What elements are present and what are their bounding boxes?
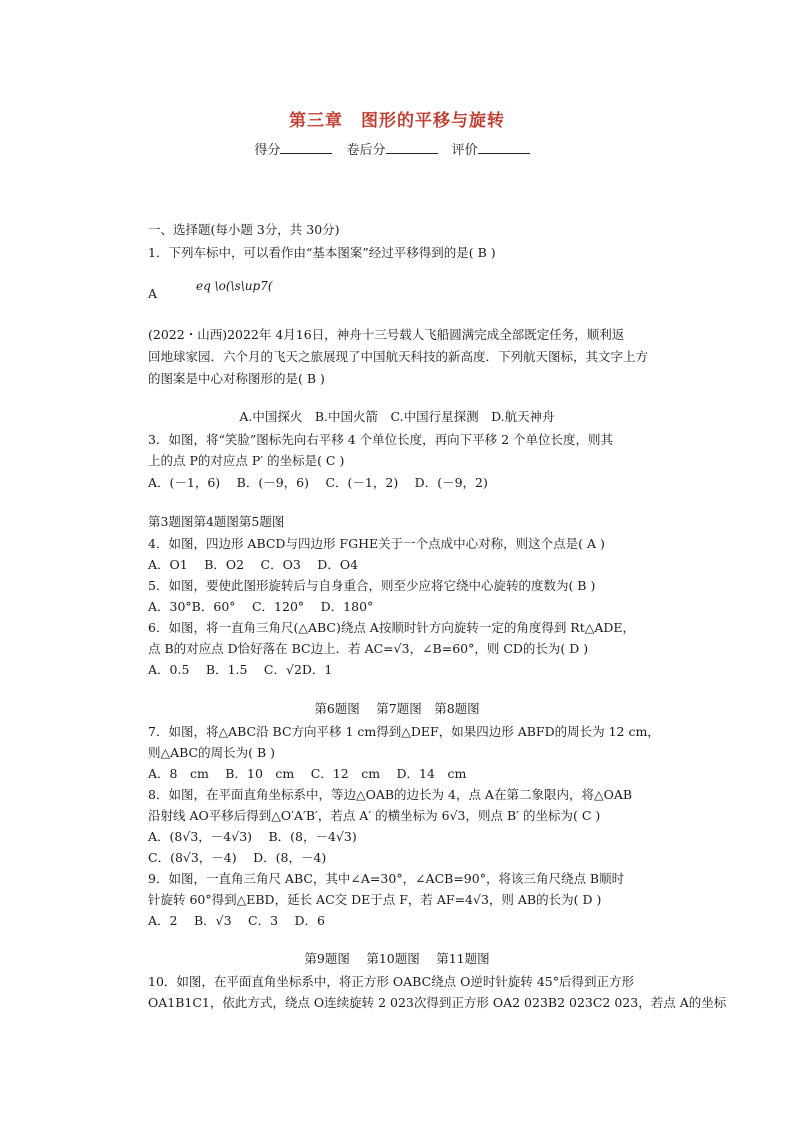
question-9-line-2: 针旋转 60°得到△EBD，延长 AC交 DE于点 F，若 AF=4√3，则 AB的长为( D ): [148, 892, 602, 907]
question-4: 4．如图，四边形 ABCD与四边形 FGHE关于一个点成中心对称，则这个点是( A ): [148, 536, 605, 551]
question-2-options: A.中国探火 B.中国火箭 C.中国行星探测 D.航天神舟: [239, 409, 555, 424]
question-3-options: A．(－1，6) B．(－9，6) C．(－1，2) D．(－9，2): [148, 475, 488, 490]
figure-caption-3-4-5: 第3题图第4题图第5题图: [148, 514, 285, 529]
question-3-line-1: 3．如图，将“笑脸”图标先向右平移 4 个单位长度，再向下平移 2 个单位长度，则其: [148, 432, 614, 447]
question-7-line-2: 则△ABC的周长为( B ): [148, 745, 276, 760]
question-9-line-1: 9．如图，一直角三角尺 ABC，其中∠A=30°，∠ACB=90°，将该三角尺绕点 B顺时: [148, 871, 625, 886]
final-score-blank: [386, 141, 438, 154]
question-2-line-2: 回地球家园．六个月的飞天之旅展现了中国航天科技的新高度．下列航天图标，其文字上方: [148, 349, 649, 364]
score-label: 得分: [254, 143, 281, 158]
question-2-line-3: 的图案是中心对称图形的是( B ): [148, 371, 325, 386]
question-6-line-1: 6．如图，将一直角三角尺(△ABC)绕点 A按顺时针方向旋转一定的角度得到 Rt△ADE，: [148, 620, 636, 635]
question-10-line-1: 10．如图，在平面直角坐标系中，将正方形 OABC绕点 O逆时针旋转 45°后得到正方形: [148, 974, 634, 989]
question-5-options: A．30°B．60° C．120° D．180°: [148, 599, 374, 614]
question-7-line-1: 7．如图，将△ABC沿 BC方向平移 1 cm得到△DEF，如果四边形 ABFD的周长为 12 cm，: [148, 724, 660, 739]
question-8-options-1: A．(8√3，－4√3) B．(8，－4√3): [148, 829, 357, 844]
question-1-equation-artifact: eq \o(\s\up7(: [196, 279, 273, 293]
question-9-options: A．2 B．√3 C．3 D．6: [148, 913, 325, 928]
question-1-option-a: A: [148, 286, 158, 301]
question-7-options: A．8 cm B．10 cm C．12 cm D．14 cm: [148, 766, 467, 781]
figure-caption-6-7-8: 第6题图 第7题图 第8题图: [314, 701, 480, 716]
page-title: 第三章 图形的平移与旋转: [289, 111, 505, 131]
question-10-line-2: OA1B1C1，依此方式，绕点 O连续旋转 2 023次得到正方形 OA2 023B2 023C2 023，若点 A的坐标: [148, 995, 727, 1010]
question-6-options: A．0.5 B．1.5 C．√2D．1: [148, 662, 333, 677]
question-8-line-1: 8．如图，在平面直角坐标系中，等边△OAB的边长为 4，点 A在第二象限内，将△OAB: [148, 787, 633, 802]
score-blank: [280, 141, 332, 154]
question-2-line-1: (2022・山西)2022年 4月16日，神舟十三号载人飞船圆满完成全部既定任务，顺利返: [148, 327, 625, 342]
score-line: [0, 139, 794, 158]
question-3-line-2: 上的点 P的对应点 P′ 的坐标是( C ): [148, 453, 345, 468]
question-5: 5．如图，要使此图形旋转后与自身重合，则至少应将它绕中心旋转的度数为( B ): [148, 578, 596, 593]
final-score-label: 卷后分: [346, 143, 386, 158]
evaluation-label: 评价: [451, 143, 478, 158]
question-8-line-2: 沿射线 AO平移后得到△O′A′B′，若点 A′ 的横坐标为 6√3，则点 B′ 的坐标为( C ): [148, 808, 601, 823]
question-4-options: A．O1 B．O2 C．O3 D．O4: [148, 557, 359, 572]
question-8-options-2: C．(8√3，－4) D．(8，－4): [148, 850, 327, 865]
evaluation-blank: [478, 141, 530, 154]
section-heading: 一、选择题(每小题 3分，共 30分): [148, 222, 340, 237]
question-6-line-2: 点 B的对应点 D恰好落在 BC边上．若 AC=√3，∠B=60°，则 CD的长为( D ): [148, 641, 589, 656]
figure-caption-9-10-11: 第9题图 第10题图 第11题图: [304, 951, 490, 966]
question-1: 1．下列车标中，可以看作由“基本图案”经过平移得到的是( B ): [148, 245, 496, 260]
